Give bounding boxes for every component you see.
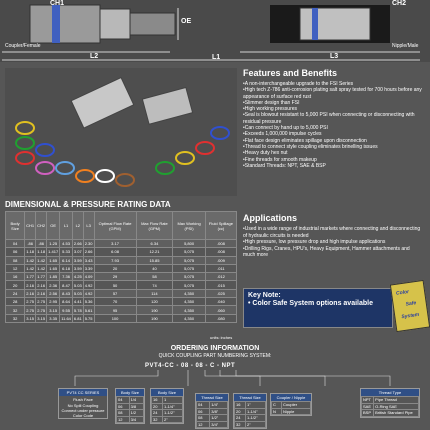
rating-cell: 2.75	[37, 299, 46, 305]
rating-cell: 1.65	[47, 264, 60, 272]
rating-cell: 24	[6, 289, 25, 297]
thread-size-box	[195, 393, 229, 429]
rating-cell: 2.66	[73, 241, 82, 247]
rating-cell: 1.42	[26, 266, 35, 272]
rating-row	[6, 306, 237, 314]
box-row	[152, 397, 183, 404]
box-row	[117, 403, 144, 410]
box-cell: 24	[152, 410, 163, 417]
column-header: OE	[47, 212, 60, 240]
series-box-line: Connect under pressure	[61, 408, 105, 413]
rating-cell: 5.75	[84, 315, 93, 321]
rating-cell: 2.75	[26, 299, 35, 305]
rating-cell: 5.03	[73, 290, 82, 296]
feature-item: • High tech Z-786 anti-corrosion plating salt spray tested for 700 hours before any appearance of surface red rust	[243, 87, 423, 100]
box-cell: N	[272, 408, 282, 415]
rating-cell: 120	[136, 298, 173, 306]
oe-label: OE	[181, 18, 192, 25]
box-header: Coupler / Nipple	[271, 394, 311, 401]
rating-cell: .012	[205, 273, 236, 281]
box-row	[235, 402, 266, 409]
features-title: Features and Benefits	[243, 68, 338, 78]
box-row	[362, 403, 419, 410]
feature-item: • Exceeds 1,000,000 impulse cycles	[243, 131, 423, 137]
rating-cell: 08	[6, 256, 25, 264]
column-header: L3	[83, 212, 94, 240]
column-header: Max Flow Rate (GPM)	[136, 212, 173, 240]
rating-cell: 4.41	[73, 299, 82, 305]
rating-cell: 70	[94, 298, 136, 306]
box-row	[235, 408, 266, 415]
rating-cell: 190	[136, 314, 173, 322]
rating-cell: .060	[205, 306, 236, 314]
box-row	[197, 402, 228, 409]
rating-cell: 3.07	[73, 249, 82, 255]
box-cell: 20	[235, 408, 246, 415]
box-cell: 04	[197, 402, 210, 409]
box-cell: 1-1/2"	[246, 415, 266, 422]
rating-cell: 12	[6, 264, 25, 272]
box-cell: 1/4	[129, 397, 143, 404]
rating-cell: 06	[6, 248, 25, 256]
feature-item: • Standard Threads: NPT, SAE & BSP	[243, 163, 423, 169]
rating-cell: 190	[136, 306, 173, 314]
box-row	[235, 415, 266, 422]
rating-table	[5, 211, 237, 323]
column-header: L2	[72, 212, 83, 240]
box-cell: O-Ring SAE	[374, 403, 419, 410]
box-header: Body Size	[116, 389, 144, 396]
rating-cell: .86	[25, 240, 36, 248]
rating-row	[6, 248, 237, 256]
rating-cell: 3.17	[94, 240, 136, 248]
box-row	[272, 402, 311, 409]
rating-cell: 1.85	[47, 273, 60, 281]
rating-cell: 74	[136, 281, 173, 289]
box-cell: 16	[152, 397, 163, 404]
part-number-connectors	[0, 370, 430, 390]
box-cell: 20	[152, 403, 163, 410]
logo-word-system: System	[401, 311, 420, 321]
box-cell: 2"	[246, 421, 266, 428]
rating-cell: 1.77	[26, 274, 35, 280]
box-cell: SAE	[362, 403, 374, 410]
rating-cell: 2.30	[84, 241, 93, 247]
rating-row	[6, 298, 237, 306]
rating-cell: 5,075	[173, 281, 206, 289]
box-cell: 3/8	[129, 403, 143, 410]
rating-cell: .025	[205, 289, 236, 297]
rating-cell: 12.21	[136, 248, 173, 256]
rating-cell: 4,350	[173, 306, 206, 314]
column-header: Body Size	[6, 212, 25, 240]
color-safe-system-logo	[390, 280, 430, 332]
box-cell: 08	[117, 410, 130, 417]
rating-cell: 40	[136, 264, 173, 272]
feature-item: • Slimmer design than FSI	[243, 100, 423, 106]
box-cell: 1/4"	[210, 402, 228, 409]
rating-cell: 1.65	[47, 256, 60, 264]
rating-cell: .015	[205, 281, 236, 289]
feature-item: • Fine threads for smooth makeup	[243, 157, 423, 163]
rating-cell: 1.417	[48, 249, 59, 255]
rating-cell: 5.78	[73, 307, 82, 313]
coupling-illustration	[0, 0, 430, 62]
box-cell: 1-1/4"	[246, 408, 266, 415]
rating-cell: 2.16	[37, 282, 46, 288]
product-photo	[5, 68, 237, 196]
box-cell: 1-1/2"	[163, 410, 183, 417]
box-cell: British Standard Pipe	[374, 410, 419, 417]
rating-cell: 04	[6, 240, 25, 248]
box-cell: 1-1/4"	[163, 403, 183, 410]
column-header: CH1	[25, 212, 36, 240]
box-row	[197, 415, 228, 422]
application-item: • High pressure, low pressure drop and high impulse applications	[243, 239, 423, 246]
column-header: Max Working (PSI)	[173, 212, 206, 240]
rating-cell: .009	[205, 256, 236, 264]
body-size-box-2	[150, 388, 184, 424]
box-row	[152, 403, 183, 410]
rating-cell: 4.25	[73, 274, 82, 280]
rating-cell: 4.09	[84, 274, 93, 280]
feature-item: • Flat face design eliminates spillage upon disconnection	[243, 138, 423, 144]
box-cell: Coupler	[282, 402, 311, 409]
box-header: Thread Size	[234, 394, 266, 401]
ch2-label: CH2	[392, 0, 407, 7]
box-cell: 06	[197, 408, 210, 415]
keynote-box	[243, 288, 393, 328]
rating-cell: 114	[136, 289, 173, 297]
rating-cell: 2.75	[37, 307, 46, 313]
rating-cell: 16	[6, 273, 25, 281]
rating-cell: 5.61	[84, 307, 93, 313]
rating-cell: 5,800	[173, 240, 206, 248]
product-rings-illustration	[5, 68, 237, 196]
box-row	[117, 397, 144, 404]
box-row	[272, 408, 311, 415]
rating-cell: 3.15	[37, 315, 46, 321]
rating-cell: 4,350	[173, 314, 206, 322]
rating-row	[6, 289, 237, 297]
box-cell: 1	[163, 397, 183, 404]
rating-cell: 6.81	[73, 315, 82, 321]
box-cell: Nipple	[282, 408, 311, 415]
box-row	[197, 408, 228, 415]
box-row	[152, 416, 183, 423]
rating-cell: 20	[94, 264, 136, 272]
applications-section	[243, 213, 423, 259]
rating-cell: 2.16	[26, 282, 35, 288]
series-box-line: Color Code	[72, 413, 94, 418]
applications-title: Applications	[243, 213, 298, 223]
box-cell: 3/8"	[210, 408, 228, 415]
box-row	[197, 421, 228, 428]
rating-cell: 3.43	[84, 257, 93, 263]
box-header: Body Size	[151, 389, 183, 396]
rating-cell: 3.15	[26, 315, 35, 321]
rating-cell: .080	[205, 314, 236, 322]
rating-row	[6, 240, 237, 248]
rating-cell: 2.66	[84, 249, 93, 255]
rating-cell: 2.36	[47, 281, 60, 289]
box-cell: 12	[197, 421, 210, 428]
rating-cell: 8.43	[60, 289, 73, 297]
rating-cell: 6.08	[94, 248, 136, 256]
box-row	[362, 397, 419, 404]
rating-cell: 6.18	[60, 264, 73, 272]
rating-cell: 6.14	[60, 256, 73, 264]
feature-item: • Seal is blowout resistant to 5,000 PSI when connecting or disconnecting with residual pressure	[243, 112, 423, 125]
rating-cell: 95	[94, 306, 136, 314]
rating-cell: 2.16	[26, 290, 35, 296]
column-header: L1	[60, 212, 73, 240]
box-cell: 1/2	[129, 410, 143, 417]
keynote-title: Key Note:	[248, 292, 281, 299]
coupler-label: Coupler/Female	[5, 43, 41, 49]
rating-cell: .008	[205, 240, 236, 248]
ch1-label: CH1	[50, 0, 65, 7]
box-cell: NPT	[362, 397, 374, 404]
box-header: Thread Type	[361, 389, 419, 396]
rating-cell: 3.59	[73, 266, 82, 272]
rating-row	[6, 264, 237, 272]
rating-cell: 8.47	[60, 281, 73, 289]
rating-cell: 57	[94, 289, 136, 297]
feature-item: • A non-interchangeable upgrade to the FSI Series	[243, 81, 423, 87]
applications-list	[243, 226, 423, 259]
rating-cell: 2.56	[47, 289, 60, 297]
column-header: Optimal Flow Rate (GPM)	[94, 212, 136, 240]
rating-cell: 1.18	[26, 249, 35, 255]
box-cell: 16	[235, 402, 246, 409]
rating-cell: 6.34	[136, 240, 173, 248]
rating-cell: 4.92	[84, 282, 93, 288]
series-box-header: PVT4 CC SERIES	[59, 389, 107, 396]
l2-label: L2	[90, 53, 99, 60]
features-list	[243, 81, 423, 169]
rating-cell: 5.03	[73, 282, 82, 288]
rating-cell: 5.33	[60, 248, 73, 256]
logo-word-color: Color	[395, 289, 410, 297]
rating-cell: 4.53	[60, 240, 73, 248]
rating-cell: 8.64	[60, 298, 73, 306]
box-cell: C	[272, 402, 282, 409]
body-size-box	[115, 388, 145, 424]
rating-cell: 4.92	[84, 290, 93, 296]
rating-cell: 2.75	[26, 307, 35, 313]
box-row	[117, 416, 144, 423]
rating-cell: 5,075	[173, 248, 206, 256]
rating-cell: 4,350	[173, 289, 206, 297]
box-cell: 3/4"	[210, 421, 228, 428]
units-note: units: inches	[210, 335, 233, 340]
rating-cell: 58	[136, 273, 173, 281]
rating-cell: 2.95	[47, 298, 60, 306]
rating-cell: 3.35	[47, 314, 60, 322]
rating-row	[6, 256, 237, 264]
box-cell: 32	[152, 416, 163, 423]
application-item: • Drilling Rigs, Cranes, HPU's, Heavy Equipment, Hammer attachments and much more	[243, 246, 423, 259]
feature-item: • Heavy duty hex nut	[243, 150, 423, 156]
box-cell: 12	[117, 416, 130, 423]
rating-cell: 1.77	[37, 274, 46, 280]
feature-item: • Thread to connect style coupling eliminates brinelling issues	[243, 144, 423, 150]
rating-cell: 11.64	[61, 315, 71, 321]
rating-cell: 100	[94, 314, 136, 322]
rating-cell: 4,350	[173, 298, 206, 306]
series-box	[58, 388, 108, 419]
rating-header-row	[6, 212, 237, 240]
l3-label: L3	[330, 53, 339, 60]
rating-cell: .86	[36, 240, 47, 248]
box-cell: 06	[117, 403, 130, 410]
keynote-text: • Color Safe System options available	[248, 300, 373, 307]
box-row	[117, 410, 144, 417]
rating-cell: 3.39	[84, 266, 93, 272]
coupler-nipple-box	[270, 393, 312, 416]
rating-cell: .040	[205, 298, 236, 306]
rating-cell: 29	[94, 273, 136, 281]
rating-cell: 15.85	[136, 256, 173, 264]
box-cell: 2"	[163, 416, 183, 423]
box-row	[152, 410, 183, 417]
column-header: Fluid Spillage (cc)	[205, 212, 236, 240]
rating-cell: 5,075	[173, 264, 206, 272]
box-row	[235, 421, 266, 428]
column-header: CH2	[36, 212, 47, 240]
box-header: Thread Size	[196, 394, 228, 401]
box-cell: 3/4	[129, 416, 143, 423]
rating-cell: .008	[205, 248, 236, 256]
rating-cell: 5.36	[84, 299, 93, 305]
series-box-line: Flush Face	[73, 397, 93, 402]
thread-type-box	[360, 388, 420, 418]
rating-cell: 32	[6, 306, 25, 314]
box-cell: 08	[197, 415, 210, 422]
feature-item: • High working pressures	[243, 106, 423, 112]
nipple-label: Nipple/Male	[392, 43, 419, 49]
box-cell: 24	[235, 415, 246, 422]
thread-size-box-2	[233, 393, 267, 429]
rating-cell: 1.18	[37, 249, 46, 255]
rating-cell: 32	[6, 314, 25, 322]
l1-label: L1	[212, 54, 221, 61]
application-item: • Used in a wide range of industrial markets where connecting and disconnecting of hydraulic circuits is needed	[243, 226, 423, 239]
box-cell: 1/2"	[210, 415, 228, 422]
rating-row	[6, 281, 237, 289]
rating-cell: 20	[6, 281, 25, 289]
rating-cell: 5,075	[173, 256, 206, 264]
rating-cell: .011	[205, 264, 236, 272]
rating-cell: 7.36	[60, 273, 73, 281]
rating-cell: 28	[6, 298, 25, 306]
rating-cell: 1.42	[26, 257, 35, 263]
rating-table-title: DIMENSIONAL & PRESSURE RATING DATA	[5, 200, 171, 209]
rating-cell: 9.55	[60, 306, 73, 314]
ordering-subtitle: QUICK COUPLING PART NUMBERING SYSTEM:	[158, 353, 272, 359]
rating-row	[6, 314, 237, 322]
rating-cell: 3.15	[47, 306, 60, 314]
part-number-example: PVT4-CC - 08 - 08 - C - NPT	[145, 363, 236, 369]
feature-item: • Can connect by hand up to 5,000 PSI	[243, 125, 423, 131]
rating-cell: 1.42	[37, 266, 46, 272]
rating-cell: 3.59	[73, 257, 82, 263]
box-cell: Pipe Thread	[374, 397, 419, 404]
rating-cell: 5,075	[173, 273, 206, 281]
rating-cell: 1.42	[37, 257, 46, 263]
rating-table-body	[6, 240, 237, 323]
box-cell: 04	[117, 397, 130, 404]
ordering-title: ORDERING INFORMATION	[170, 345, 260, 352]
logo-word-safe: Safe	[405, 300, 417, 308]
rating-cell: 50	[94, 281, 136, 289]
features-section	[243, 68, 423, 208]
box-cell: BSP	[362, 410, 374, 417]
dimension-drawing	[0, 0, 430, 62]
rating-cell: 2.16	[37, 290, 46, 296]
rating-cell: 7.93	[94, 256, 136, 264]
rating-row	[6, 273, 237, 281]
box-cell: 1"	[246, 402, 266, 409]
box-cell: 32	[235, 421, 246, 428]
series-box-line: No Spill Coupling	[67, 403, 99, 408]
rating-cell: 1.25	[47, 240, 60, 248]
box-row	[362, 410, 419, 417]
